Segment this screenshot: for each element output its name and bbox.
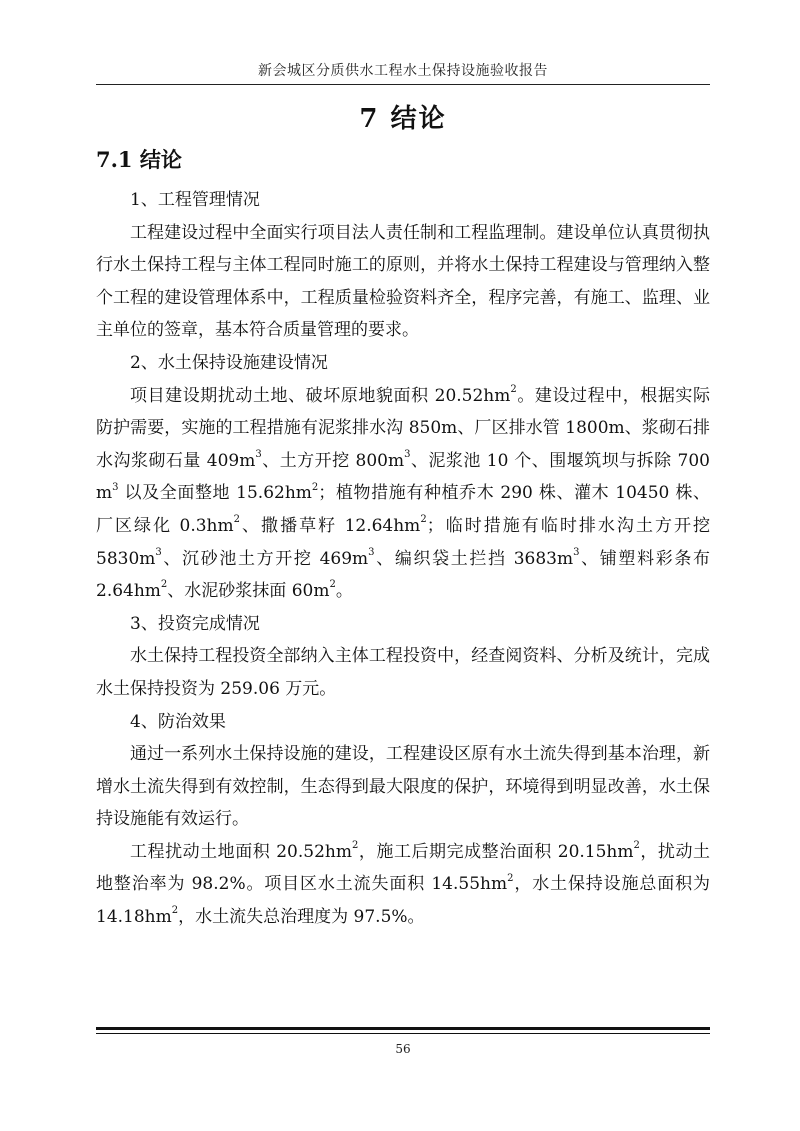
subhead-investment: 3、投资完成情况 <box>130 613 260 634</box>
footer-rule <box>96 1027 710 1030</box>
body-text <box>96 184 710 934</box>
running-header: 新会城区分质供水工程水土保持设施验收报告 <box>258 63 548 79</box>
paragraph-effect-1: 通过一系列水土保持设施的建设，工程建设区原有水土流失得到基本治理，新增水土流失得到有效控制，生态得到最大限度的保护，环境得到明显改善，水土保持设施能有效运行。 <box>96 744 710 830</box>
paragraph-construction: 项目建设期扰动土地、破坏原地貌面积 $20.52hm^2$。建设过程中，根据实际防护需要，实施的工程措施有泥浆排水沟 850m、厂区排水管 1800m、浆砌石排水沟浆砌石量 $409m^3$、土方开挖 $800m^3$、泥浆池 10 个、围堰筑坝与拆除 700 $m^3$ 以及全面整地 $15.62hm^2$；植物措施有种植乔木 290 株、灌木 10450 株、厂区绿化 $0.3hm^2$、撒播草籽 $12.64hm^2$；临时措施有临时排水沟土方开挖 $5830m^3$、沉砂池土方开挖 $469m^3$、编织袋土拦挡 $3683m^3$、铺塑料彩条布 $2.64hm^2$、水泥砂浆抹面 $60m^2$。 <box>96 383 711 602</box>
subhead-effect: 4、防治效果 <box>130 711 226 732</box>
section-title: 7.1 结论 <box>96 147 182 172</box>
paragraph-management: 工程建设过程中全面实行项目法人责任制和工程监理制。建设单位认真贯彻执行水土保持工程与主体工程同时施工的原则，并将水土保持工程建设与管理纳入整个工程的建设管理体系中，工程质量检验资料齐全，程序完善，有施工、监理、业主单位的签章，基本符合质量管理的要求。 <box>96 222 710 341</box>
chapter-title: 7 结论 <box>359 104 447 134</box>
paragraph-investment: 水土保持工程投资全部纳入主体工程投资中，经查阅资料、分析及统计，完成水土保持投资为 259.06 万元。 <box>96 646 710 699</box>
subhead-construction: 2、水土保持设施建设情况 <box>130 352 328 373</box>
subhead-management: 1、工程管理情况 <box>130 190 260 210</box>
paragraph-effect-2: 工程扰动土地面积 $20.52hm^2$，施工后期完成整治面积 $20.15hm^2$，扰动土地整治率为 98.2%。项目区水土流失面积 $14.55hm^2$，水土保持设施总面积为 $14.18hm^2$，水土流失总治理度为 97.5%。 <box>96 840 711 928</box>
footer-rule-thin <box>96 1033 710 1034</box>
page-number: 56 <box>395 1042 411 1056</box>
header-rule <box>96 84 710 85</box>
